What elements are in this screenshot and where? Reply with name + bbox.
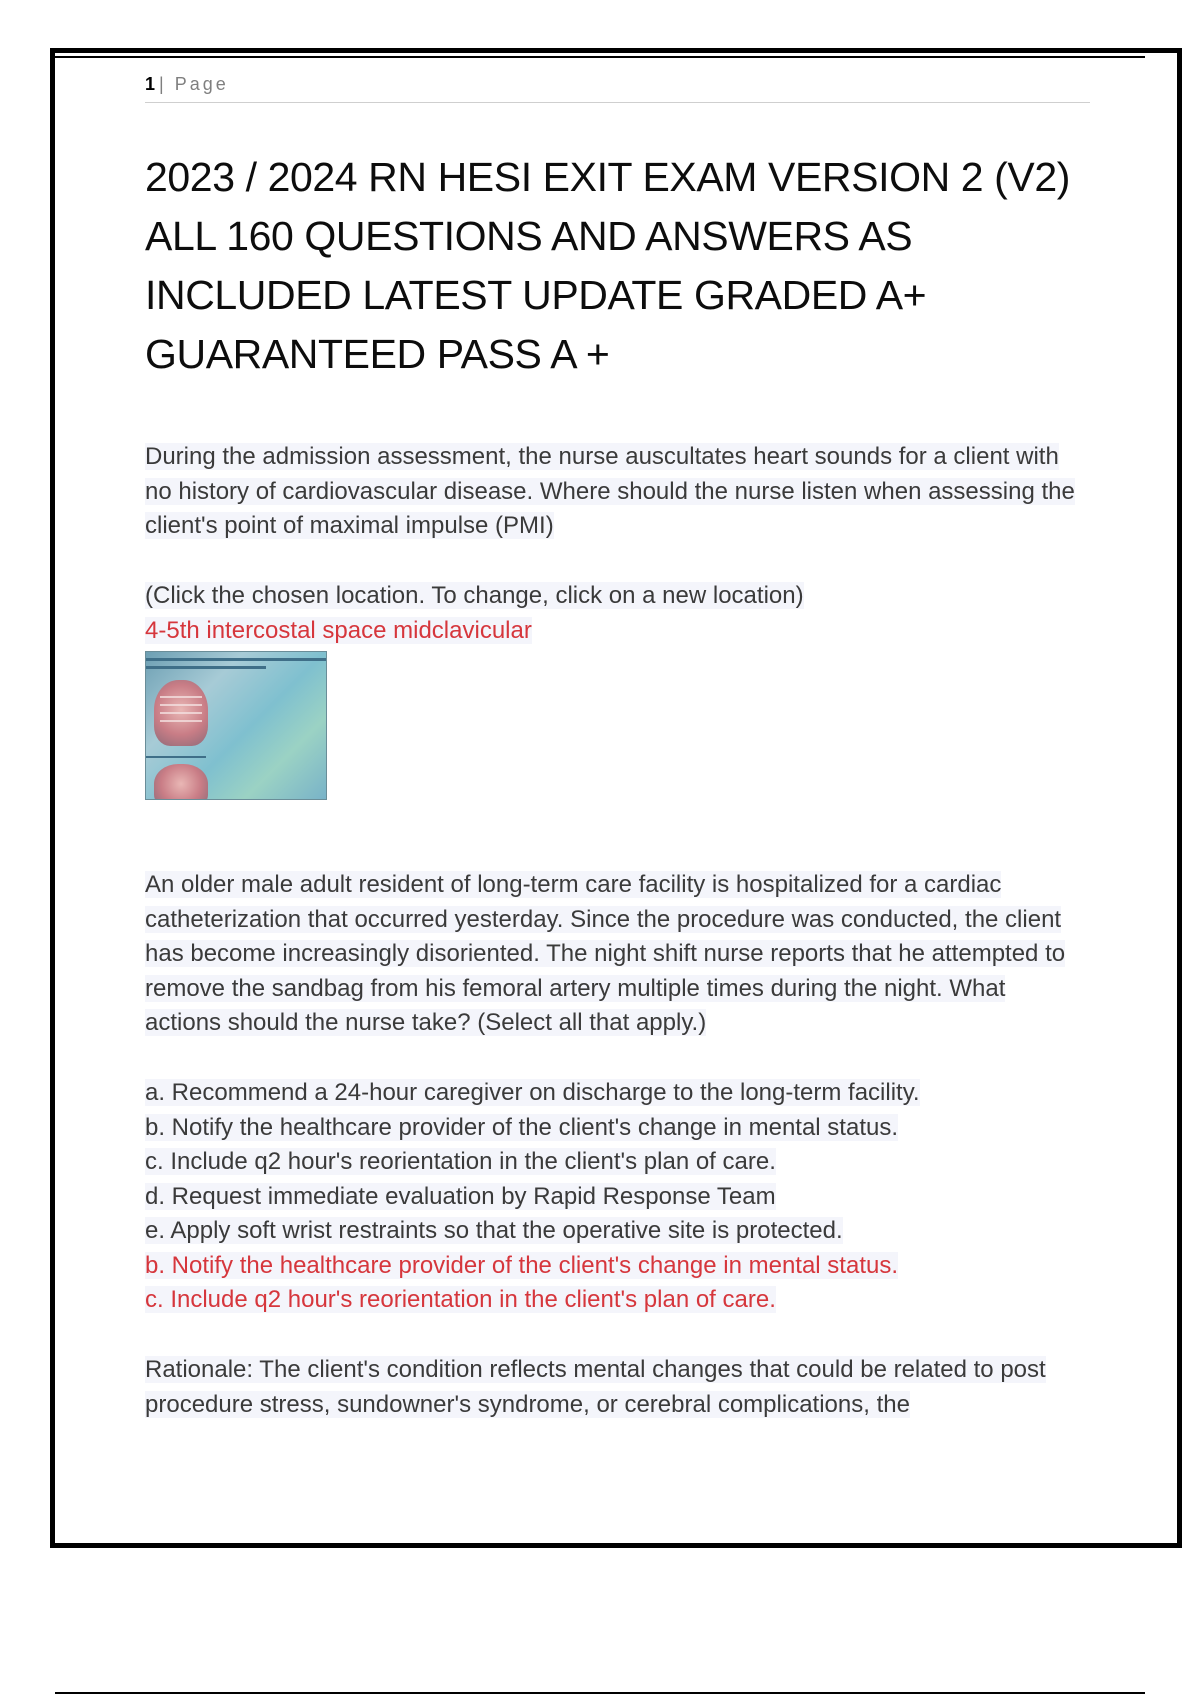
- option-b: b. Notify the healthcare provider of the client's change in mental status.: [145, 1113, 898, 1141]
- question-2-options: [145, 1076, 1075, 1318]
- option-d: d. Request immediate evaluation by Rapid Response Team: [145, 1182, 776, 1210]
- rationale-text: Rationale: The client's condition reflects mental changes that could be related to post procedure stress, sundowner's syndrome, or cerebral complications, the: [145, 1356, 1046, 1418]
- question-1-answer: 4-5th intercostal space midclavicular: [145, 616, 532, 644]
- bottom-rule: [55, 1692, 1145, 1694]
- rationale: [145, 1353, 1075, 1422]
- page-header: [145, 74, 1090, 103]
- question-2-text: An older male adult resident of long-term care facility is hospitalized for a cardiac catheterization that occurred yesterday. Since the procedure was conducted, the client has become increasingly disoriented. The night shift nurse reports that he attempted to remove the sandbag from his femoral artery multiple times during the night. What actions should the nurse take? (Select all that apply.): [145, 871, 1066, 1036]
- option-a: a. Recommend a 24-hour caregiver on discharge to the long-term facility.: [145, 1079, 920, 1106]
- answer-c: c. Include q2 hour's reorientation in the client's plan of care.: [145, 1286, 776, 1313]
- question-1: [145, 440, 1075, 544]
- question-1-instruction: (Click the chosen location. To change, click on a new location): [145, 582, 804, 609]
- option-e: e. Apply soft wrist restraints so that the operative site is protected.: [145, 1217, 843, 1244]
- question-1-instruction-block: [145, 579, 1075, 648]
- question-1-text: During the admission assessment, the nurse auscultates heart sounds for a client with no history of cardiovascular disease. Where should the nurse listen when assessing the client's point of maximal impulse (PMI): [145, 443, 1075, 539]
- page-number: 1: [145, 74, 156, 94]
- chest-diagram-image[interactable]: [145, 651, 327, 800]
- document-title: 2023 / 2024 RN HESI EXIT EXAM VERSION 2 (V2) ALL 160 QUESTIONS AND ANSWERS AS INCLUDED LATEST UPDATE GRADED A+ GUARANTEED PASS A +: [145, 154, 1071, 377]
- option-c: c. Include q2 hour's reorientation in the client's plan of care.: [145, 1148, 776, 1175]
- question-2: [145, 868, 1075, 1041]
- page-label: | Page: [159, 74, 229, 94]
- answer-b: b. Notify the healthcare provider of the client's change in mental status.: [145, 1251, 898, 1279]
